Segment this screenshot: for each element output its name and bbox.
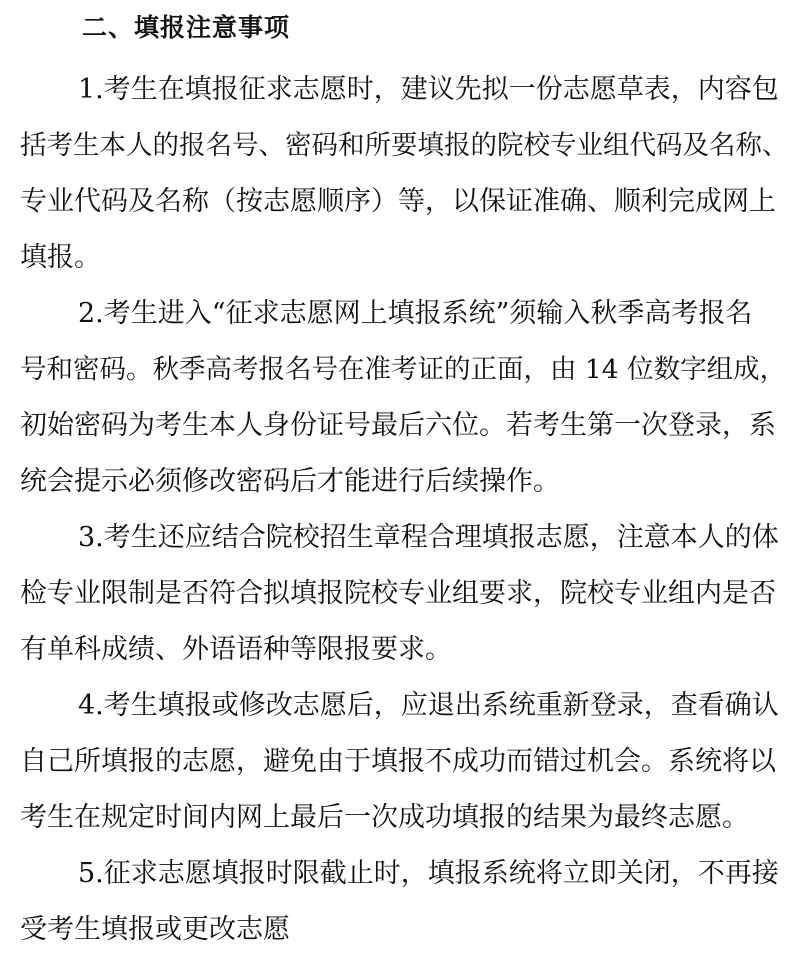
section-heading: 二、填报注意事项 (82, 13, 291, 42)
paragraph-4-line-2: 自己所填报的志愿，避免由于填报不成功而错过机会。系统将以 (20, 746, 776, 777)
paragraph-1-line-2: 括考生本人的报名号、密码和所要填报的院校专业组代码及名称、 (20, 130, 789, 161)
paragraph-3-line-2: 检专业限制是否符合拟填报院校专业组要求，院校专业组内是否 (20, 578, 776, 609)
paragraph-2-line-4: 统会提示必须修改密码后才能进行后续操作。 (20, 466, 560, 497)
paragraph-4-line-1: 4.考生填报或修改志愿后，应退出系统重新登录，查看确认 (78, 690, 779, 721)
paragraph-3-line-1: 3.考生还应结合院校招生章程合理填报志愿，注意本人的体 (78, 522, 779, 553)
paragraph-5-line-2: 受考生填报或更改志愿 (20, 914, 290, 945)
paragraph-2-line-3: 初始密码为考生本人身份证号最后六位。若考生第一次登录，系 (20, 410, 776, 441)
paragraph-3-line-3: 有单科成绩、外语语种等限报要求。 (20, 634, 452, 665)
paragraph-5-line-1: 5.征求志愿填报时限截止时，填报系统将立即关闭，不再接 (78, 858, 779, 889)
paragraph-2-line-2: 号和密码。秋季高考报名号在准考证的正面，由 14 位数字组成， (20, 354, 787, 385)
paragraph-1-line-3: 专业代码及名称（按志愿顺序）等，以保证准确、顺利完成网上 (20, 186, 776, 217)
paragraph-2-line-1: 2.考生进入“征求志愿网上填报系统”须输入秋季高考报名 (78, 298, 753, 329)
paragraph-4-line-3: 考生在规定时间内网上最后一次成功填报的结果为最终志愿。 (20, 802, 749, 833)
paragraph-1-line-1: 1.考生在填报征求志愿时，建议先拟一份志愿草表，内容包 (78, 74, 779, 105)
paragraph-1-line-4: 填报。 (20, 242, 101, 273)
